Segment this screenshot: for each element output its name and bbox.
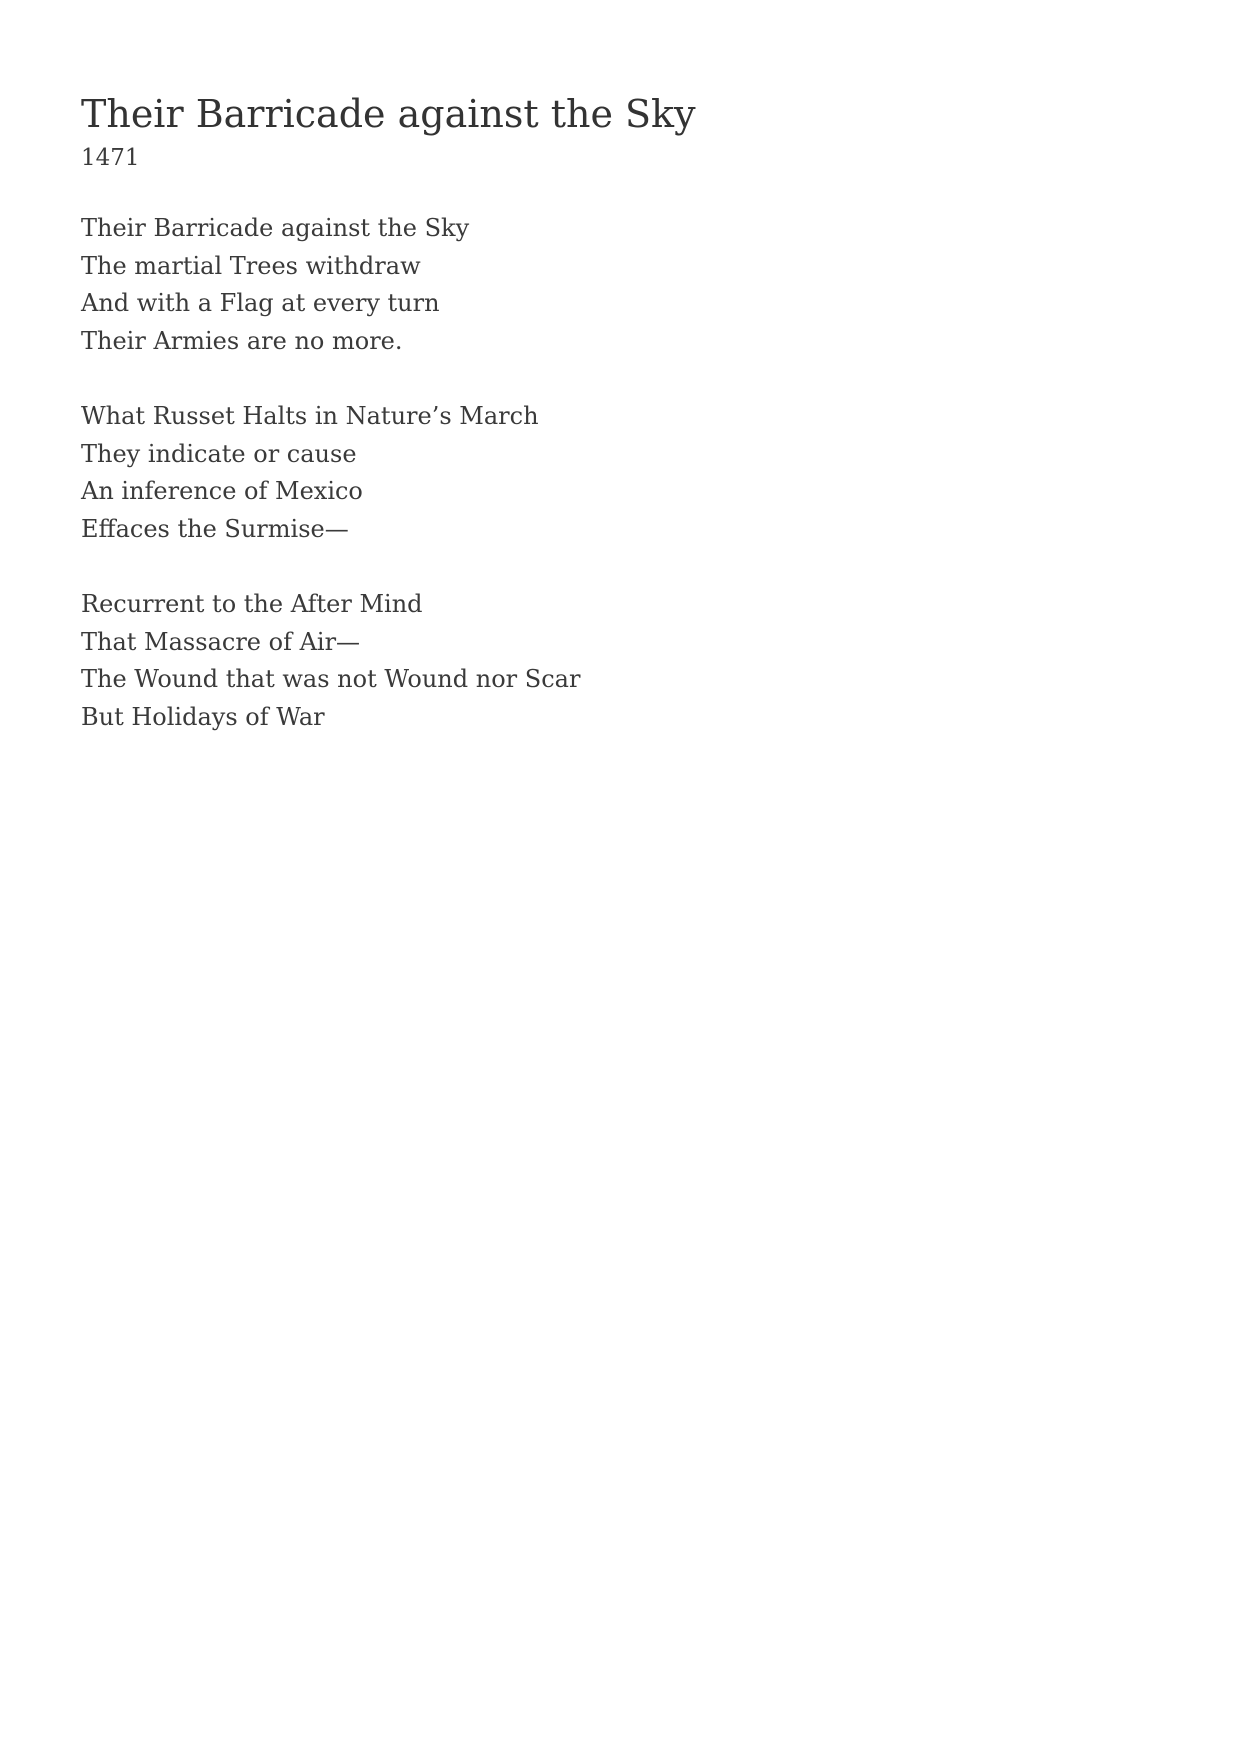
- stanza: [81, 210, 1161, 360]
- poem-line: The Wound that was not Wound nor Scar: [81, 665, 581, 693]
- poem-line: Effaces the Surmise—: [81, 514, 349, 543]
- poem-line: An inference of Mexico: [81, 477, 363, 505]
- poem-line: That Massacre of Air—: [81, 627, 361, 656]
- poem-line: What Russet Halts in Nature’s March: [81, 402, 539, 430]
- poem-title: Their Barricade against the Sky: [81, 92, 696, 136]
- poem-line: But Holidays of War: [81, 702, 325, 731]
- poem-line: The martial Trees withdraw: [81, 251, 421, 280]
- poem-line: Their Barricade against the Sky: [81, 214, 470, 242]
- poem-line: And with a Flag at every turn: [81, 289, 440, 317]
- stanza: [81, 398, 1161, 548]
- poem-number: 1471: [81, 145, 140, 171]
- poem-line: Recurrent to the After Mind: [81, 590, 423, 618]
- stanza: [81, 586, 1161, 736]
- poem-body: [81, 210, 1161, 736]
- poem-line: They indicate or cause: [81, 439, 357, 468]
- poem-page: [81, 88, 1161, 736]
- poem-line: Their Armies are no more.: [81, 326, 403, 355]
